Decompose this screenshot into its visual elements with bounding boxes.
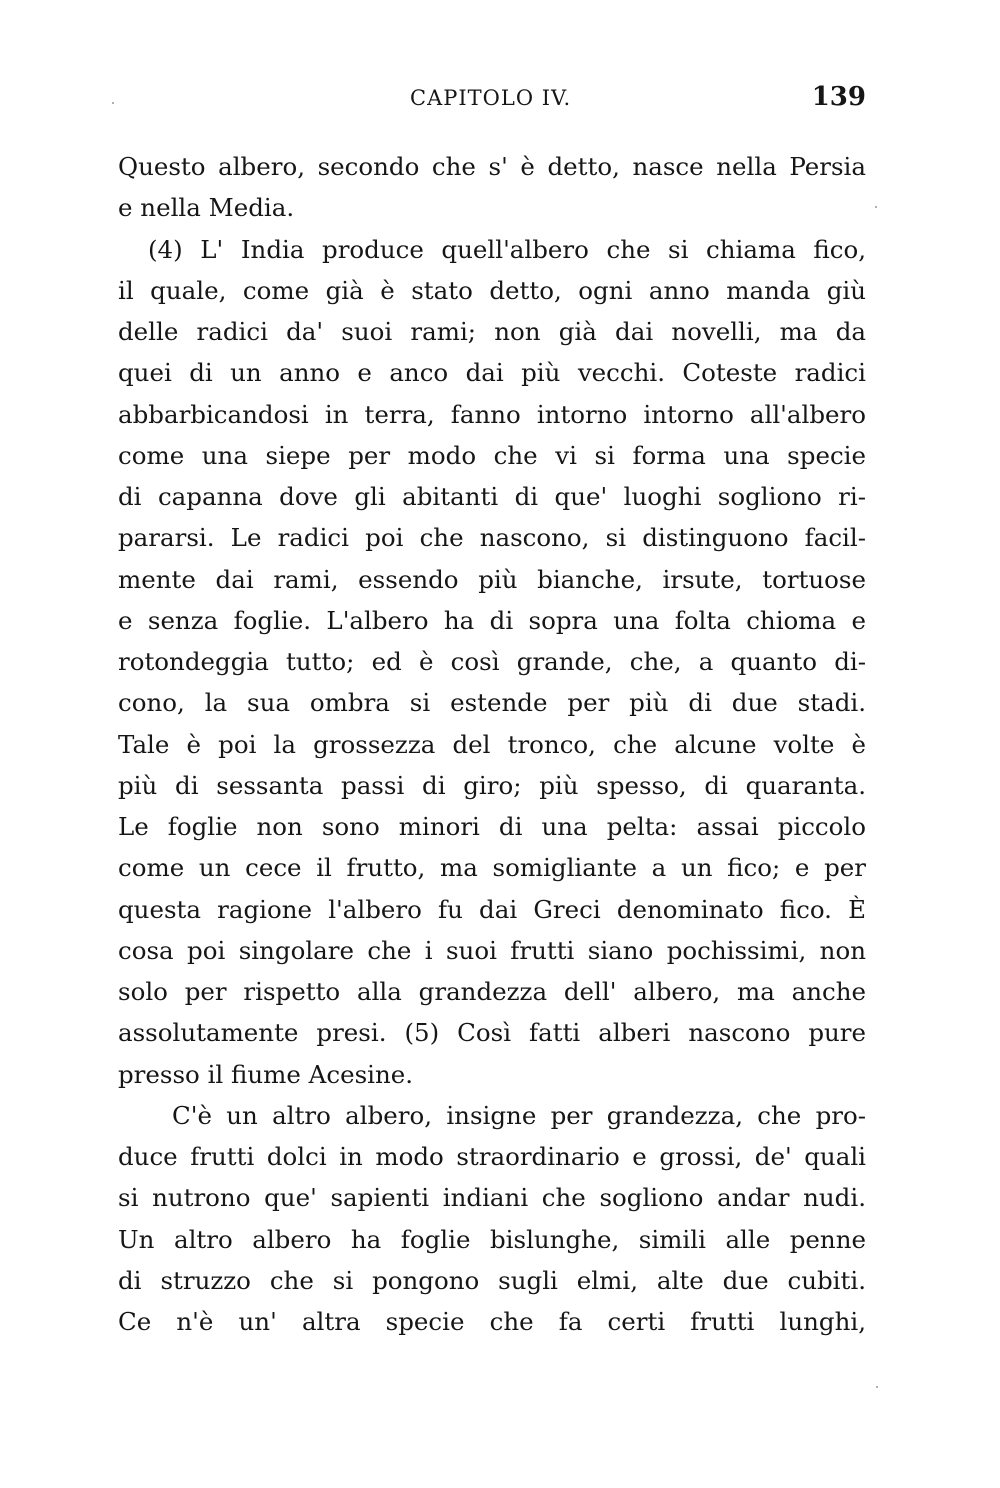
text-line: abbarbicandosi in terra, fanno intorno intorno all'albero: [118, 399, 866, 429]
text-line: presso il fiume Acesine.: [118, 1059, 414, 1089]
text-line: assolutamente presi. (5) Così fatti alberi nascono pure: [118, 1018, 866, 1048]
text-line: questa ragione l'albero fu dai Greci denominato fico. È: [118, 894, 866, 924]
text-line: si nutrono que' sapienti indiani che sogliono andar nudi.: [118, 1183, 866, 1213]
text-line: di struzzo che si pongono sugli elmi, alte due cubiti.: [118, 1265, 866, 1295]
text-line: Le foglie non sono minori di una pelta: assai piccolo: [118, 812, 866, 841]
running-head: [118, 82, 866, 118]
text-line: quei di un anno e anco dai più vecchi. Coteste radici: [118, 358, 866, 388]
chapter-title: CAPITOLO IV.: [410, 86, 572, 110]
text-line: come una siepe per modo che vi si forma una specie: [118, 440, 866, 470]
text-line: cono, la sua ombra si estende per più di due stadi.: [118, 688, 866, 718]
text-line: solo per rispetto alla grandezza dell' albero, ma anche: [118, 977, 866, 1006]
text-line: Un altro albero ha foglie bislunghe, simili alle penne: [118, 1224, 866, 1254]
text-line: e senza foglie. L'albero ha di sopra una folta chioma e: [118, 605, 866, 635]
text-line: (4) L' India produce quell'albero che si chiama fico,: [148, 234, 866, 264]
text-line: pararsi. Le radici poi che nascono, si distinguono facil-: [118, 523, 866, 553]
text-line: di capanna dove gli abitanti di que' luoghi sogliono ri-: [118, 482, 866, 511]
scan-speck: [875, 206, 877, 208]
text-line: cosa poi singolare che i suoi frutti siano pochissimi, non: [118, 935, 866, 965]
text-line: Tale è poi la grossezza del tronco, che alcune volte è: [118, 729, 866, 759]
text-line: e nella Media.: [118, 193, 295, 223]
text-line: delle radici da' suoi rami; non già dai novelli, ma da: [118, 317, 866, 346]
text-line: duce frutti dolci in modo straordinario e grossi, de' quali: [118, 1142, 866, 1171]
scan-speck: [876, 1386, 878, 1388]
body-text: [118, 146, 868, 1342]
text-line: C'è un altro albero, insigne per grandezza, che pro-: [172, 1100, 866, 1130]
text-line: Ce n'è un' altra specie che fa certi frutti lunghi,: [118, 1307, 866, 1336]
text-line: mente dai rami, essendo più bianche, irsute, tortuose: [118, 564, 866, 594]
text-line: rotondeggia tutto; ed è così grande, che, a quanto di-: [118, 647, 866, 676]
page-number: 139: [811, 82, 866, 112]
text-line: Questo albero, secondo che s' è detto, nasce nella Persia: [118, 152, 866, 181]
scan-speck: [112, 102, 114, 104]
text-line: come un cece il frutto, ma somigliante a un fico; e per: [118, 853, 866, 883]
text-line: più di sessanta passi di giro; più spesso, di quaranta.: [118, 770, 866, 800]
text-line: il quale, come già è stato detto, ogni anno manda giù: [118, 275, 866, 305]
